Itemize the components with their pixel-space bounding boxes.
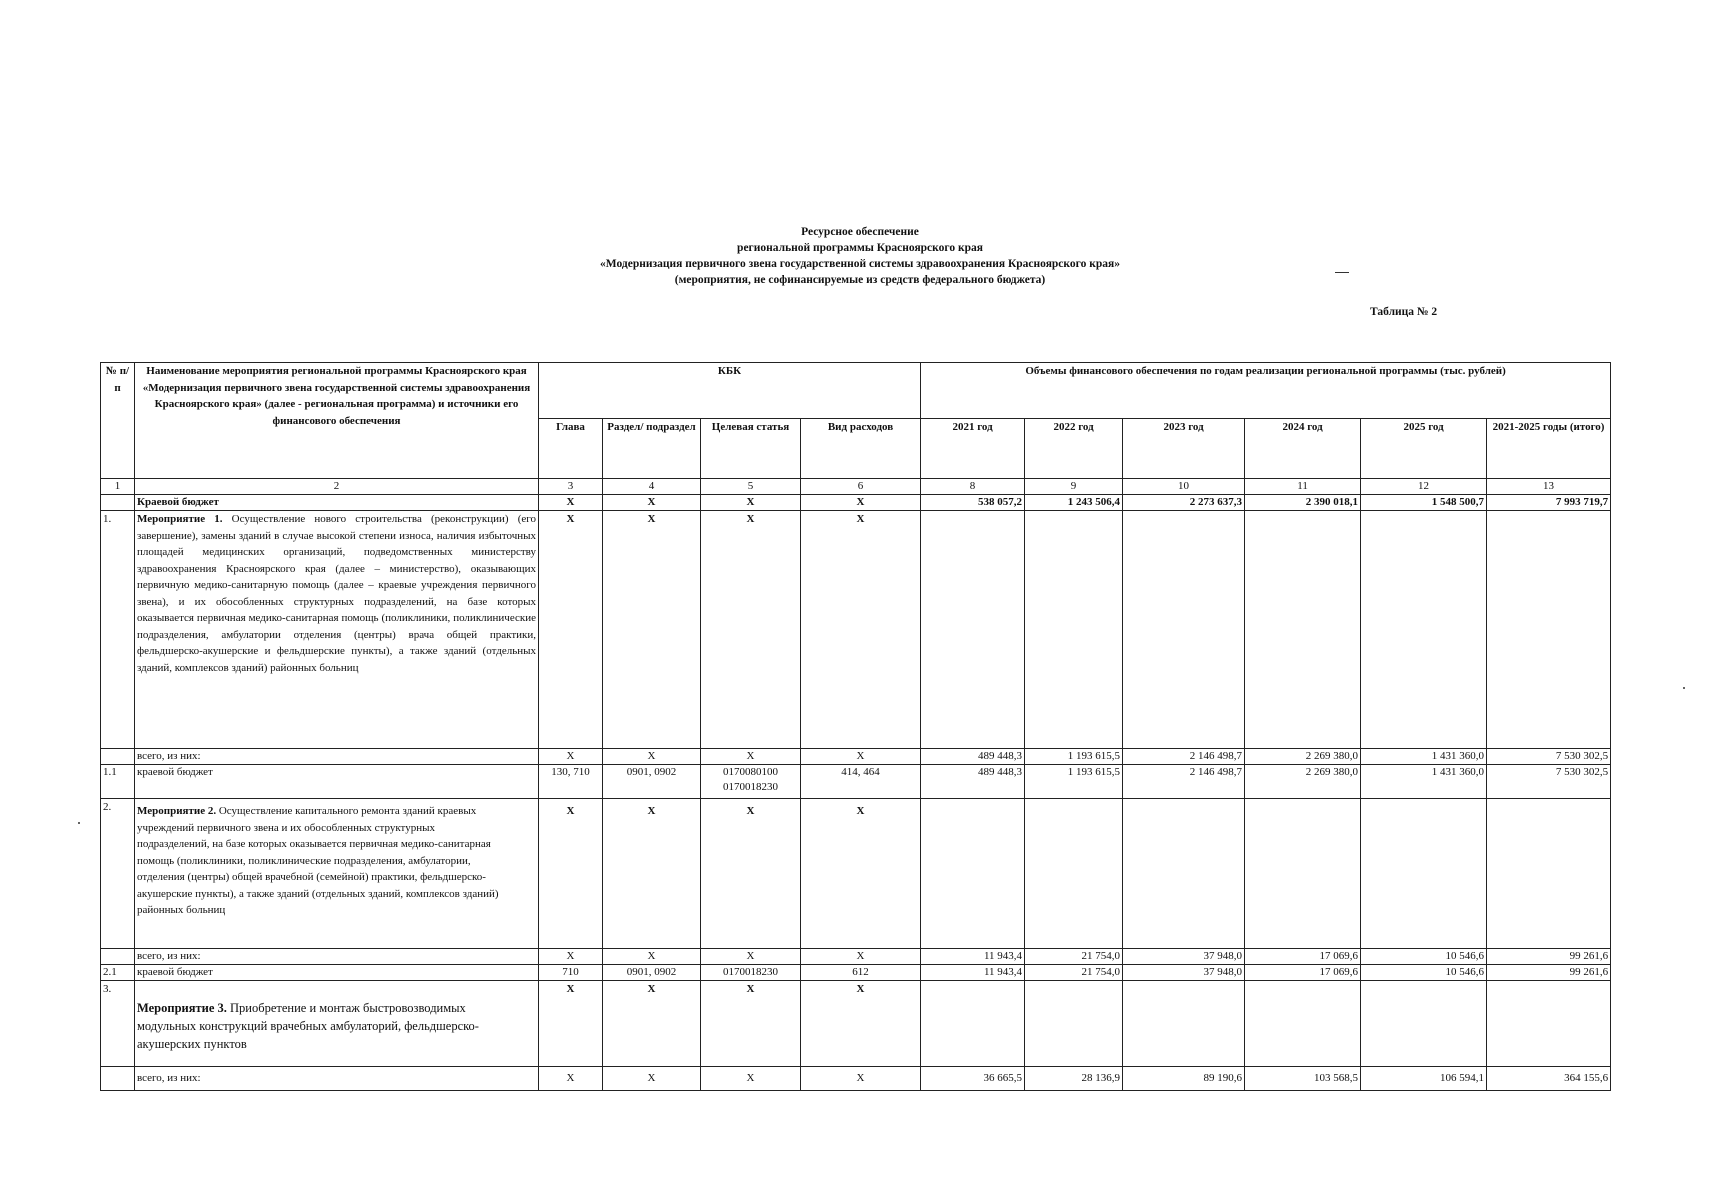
- row-num: [101, 749, 135, 765]
- header-celevaya: Целевая статья: [701, 419, 801, 479]
- cell-2024: [1245, 511, 1361, 749]
- cell-2022: 1 193 615,5: [1025, 749, 1123, 765]
- cell-glava: 710: [539, 965, 603, 981]
- colnum: 8: [921, 479, 1025, 495]
- row-name: всего, из них:: [135, 1067, 539, 1091]
- cell-vid: 612: [801, 965, 921, 981]
- cell-2022: 21 754,0: [1025, 965, 1123, 981]
- cell-total: [1487, 799, 1611, 949]
- title-line: (мероприятия, не софинансируемые из средств федерального бюджета): [674, 274, 1046, 286]
- cell-razdel: X: [603, 495, 701, 511]
- cell-celevaya: X: [701, 749, 801, 765]
- colnum: 3: [539, 479, 603, 495]
- colnum: 9: [1025, 479, 1123, 495]
- cell-2024: 2 269 380,0: [1245, 765, 1361, 799]
- cell-total: 99 261,6: [1487, 949, 1611, 965]
- title-line: «Модернизация первичного звена государственной системы здравоохранения Красноярского края»: [600, 258, 1120, 270]
- cell-2021: [921, 511, 1025, 749]
- cell-total: 364 155,6: [1487, 1067, 1611, 1091]
- cell-2025: 10 546,6: [1361, 949, 1487, 965]
- cell-2021: [921, 981, 1025, 1067]
- activity-label: Мероприятие 2.: [137, 805, 217, 817]
- cell-vid: X: [801, 981, 921, 1067]
- header-num: № п/п: [101, 363, 135, 479]
- row-num: 2.: [101, 799, 135, 949]
- activity-text: Осуществление нового строительства (реконструкции) (его завершение), замены зданий в случае высокой степени износа, наличия избыточных площадей медицинских организаций, подведомственных министерству здравоохранения Красноярского края (далее – министерство), оказывающих первичную медико-санитарную помощь (далее – краевые учреждения первичного звена), и их обособленных структурных подразделений, на базе которых оказывается первичная медико-санитарная помощь (поликлиники, поликлинические подразделения, амбулатории отделения (центры) врача общей практики, фельдшерско-акушерские и фельдшерские пункты), а также зданий (отдельных зданий, комплексов зданий) районных больниц: [137, 513, 536, 674]
- table-row-1-1: [101, 765, 1611, 799]
- cell-2021: 11 943,4: [921, 949, 1025, 965]
- cell-total: [1487, 981, 1611, 1067]
- cell-razdel: 0901, 0902: [603, 765, 701, 799]
- row-name: всего, из них:: [135, 749, 539, 765]
- cell-vid: X: [801, 511, 921, 749]
- row-name: краевой бюджет: [135, 965, 539, 981]
- cell-2022: 1 243 506,4: [1025, 495, 1123, 511]
- cell-2023: [1123, 511, 1245, 749]
- cell-celevaya: X: [701, 495, 801, 511]
- cell-2022: 28 136,9: [1025, 1067, 1123, 1091]
- colnum: 2: [135, 479, 539, 495]
- colnum: 4: [603, 479, 701, 495]
- cell-celevaya: X: [701, 981, 801, 1067]
- cell-celevaya: 0170080100 0170018230: [701, 765, 801, 799]
- row-num: 1.1: [101, 765, 135, 799]
- colnum: 11: [1245, 479, 1361, 495]
- cell-razdel: X: [603, 981, 701, 1067]
- cell-vid: X: [801, 749, 921, 765]
- row-num: 2.1: [101, 965, 135, 981]
- table-row-activity-3-total: [101, 1067, 1611, 1091]
- cell-2022: [1025, 981, 1123, 1067]
- cell-razdel: X: [603, 511, 701, 749]
- cell-total: 7 530 302,5: [1487, 765, 1611, 799]
- header-2024: 2024 год: [1245, 419, 1361, 479]
- cell-2024: 2 390 018,1: [1245, 495, 1361, 511]
- column-numbers-row: [101, 479, 1611, 495]
- cell-total: 7 993 719,7: [1487, 495, 1611, 511]
- cell-total: [1487, 511, 1611, 749]
- cell-2024: [1245, 799, 1361, 949]
- header-2025: 2025 год: [1361, 419, 1487, 479]
- cell-vid: X: [801, 949, 921, 965]
- row-name: краевой бюджет: [135, 765, 539, 799]
- cell-2023: 2 273 637,3: [1123, 495, 1245, 511]
- stray-dash-mark: [1335, 272, 1349, 273]
- cell-glava: X: [539, 981, 603, 1067]
- row-name: [135, 981, 539, 1067]
- cell-2022: 1 193 615,5: [1025, 765, 1123, 799]
- cell-2024: 2 269 380,0: [1245, 749, 1361, 765]
- cell-celevaya: X: [701, 949, 801, 965]
- cell-vid: 414, 464: [801, 765, 921, 799]
- header-razdel: Раздел/ подраздел: [603, 419, 701, 479]
- cell-2023: 89 190,6: [1123, 1067, 1245, 1091]
- title-line: региональной программы Красноярского края: [737, 242, 983, 254]
- table-row-activity-2-total: [101, 949, 1611, 965]
- scan-speck: [78, 822, 80, 824]
- row-num: [101, 1067, 135, 1091]
- cell-total: 99 261,6: [1487, 965, 1611, 981]
- cell-glava: X: [539, 511, 603, 749]
- cell-2024: 17 069,6: [1245, 949, 1361, 965]
- cell-celevaya: X: [701, 799, 801, 949]
- activity-label: Мероприятие 1.: [137, 513, 223, 525]
- cell-2023: [1123, 981, 1245, 1067]
- table-row-activity-1: [101, 511, 1611, 749]
- activity-text: Осуществление капитального ремонта зданий краевых учреждений первичного звена и их обособленных структурных подразделений, на базе которых оказывается первичная медико-санитарная помощь (поликлиники, поликлинические подразделения, амбулатории, отделения (центры) общей врачебной (семейной) практики, фельдшерско-акушерские пункты), а также зданий (отдельных зданий, комплексов зданий) районных больниц: [137, 805, 499, 916]
- cell-glava: 130, 710: [539, 765, 603, 799]
- cell-2022: [1025, 799, 1123, 949]
- header-total: 2021-2025 годы (итого): [1487, 419, 1611, 479]
- cell-razdel: X: [603, 1067, 701, 1091]
- cell-2025: 1 548 500,7: [1361, 495, 1487, 511]
- cell-2024: 103 568,5: [1245, 1067, 1361, 1091]
- cell-total: 7 530 302,5: [1487, 749, 1611, 765]
- table-label: Таблица № 2: [1370, 306, 1438, 318]
- cell-glava: X: [539, 749, 603, 765]
- cell-2025: 106 594,1: [1361, 1067, 1487, 1091]
- header-name: Наименование мероприятия региональной программы Красноярского края «Модернизация первичного звена государственной системы здравоохранения Красноярского края» (далее - региональная программа) и источники его финансового обеспечения: [135, 363, 539, 479]
- cell-celevaya: X: [701, 511, 801, 749]
- header-2021: 2021 год: [921, 419, 1025, 479]
- cell-vid: X: [801, 495, 921, 511]
- header-2022: 2022 год: [1025, 419, 1123, 479]
- cell-2021: 489 448,3: [921, 765, 1025, 799]
- cell-2021: 489 448,3: [921, 749, 1025, 765]
- cell-2022: 21 754,0: [1025, 949, 1123, 965]
- cell-2025: [1361, 799, 1487, 949]
- colnum: 12: [1361, 479, 1487, 495]
- colnum: 6: [801, 479, 921, 495]
- cell-2025: 1 431 360,0: [1361, 749, 1487, 765]
- header-vid: Вид расходов: [801, 419, 921, 479]
- scan-speck: [1683, 687, 1685, 689]
- header-volumes: Объемы финансового обеспечения по годам реализации региональной программы (тыс. рублей): [921, 363, 1611, 419]
- row-name: [135, 511, 539, 749]
- table-row-activity-2: [101, 799, 1611, 949]
- cell-2025: 1 431 360,0: [1361, 765, 1487, 799]
- header-kbk: КБК: [539, 363, 921, 419]
- cell-razdel: 0901, 0902: [603, 965, 701, 981]
- table-row-regional-budget: [101, 495, 1611, 511]
- colnum: 10: [1123, 479, 1245, 495]
- cell-2021: 36 665,5: [921, 1067, 1025, 1091]
- cell-2024: 17 069,6: [1245, 965, 1361, 981]
- colnum: 1: [101, 479, 135, 495]
- cell-glava: X: [539, 1067, 603, 1091]
- cell-vid: X: [801, 799, 921, 949]
- table-row-activity-3: [101, 981, 1611, 1067]
- cell-2021: 11 943,4: [921, 965, 1025, 981]
- cell-2025: [1361, 981, 1487, 1067]
- cell-celevaya: X: [701, 1067, 801, 1091]
- cell-2023: 2 146 498,7: [1123, 765, 1245, 799]
- activity-text: Приобретение и монтаж быстровозводимых модульных конструкций врачебных амбулаторий, фельдшерско-акушерских пунктов: [137, 1001, 479, 1051]
- row-num: 1.: [101, 511, 135, 749]
- cell-2025: 10 546,6: [1361, 965, 1487, 981]
- table-row-2-1: [101, 965, 1611, 981]
- row-name: [135, 799, 539, 949]
- cell-glava: X: [539, 949, 603, 965]
- cell-2022: [1025, 511, 1123, 749]
- cell-2025: [1361, 511, 1487, 749]
- activity-label: Мероприятие 3.: [137, 1001, 227, 1015]
- title-line: Ресурсное обеспечение: [801, 226, 919, 238]
- table-row-activity-1-total: [101, 749, 1611, 765]
- cell-2023: [1123, 799, 1245, 949]
- colnum: 5: [701, 479, 801, 495]
- cell-celevaya: 0170018230: [701, 965, 801, 981]
- resource-table: [100, 362, 1611, 1091]
- header-glava: Глава: [539, 419, 603, 479]
- row-num: 3.: [101, 981, 135, 1067]
- cell-2023: 37 948,0: [1123, 965, 1245, 981]
- cell-vid: X: [801, 1067, 921, 1091]
- row-name: всего, из них:: [135, 949, 539, 965]
- cell-2023: 2 146 498,7: [1123, 749, 1245, 765]
- row-num: [101, 949, 135, 965]
- cell-2021: [921, 799, 1025, 949]
- cell-razdel: X: [603, 799, 701, 949]
- row-num: [101, 495, 135, 511]
- document-title: [540, 224, 1180, 288]
- cell-razdel: X: [603, 949, 701, 965]
- cell-2024: [1245, 981, 1361, 1067]
- cell-2021: 538 057,2: [921, 495, 1025, 511]
- cell-razdel: X: [603, 749, 701, 765]
- colnum: 13: [1487, 479, 1611, 495]
- header-2023: 2023 год: [1123, 419, 1245, 479]
- row-name: Краевой бюджет: [135, 495, 539, 511]
- cell-glava: X: [539, 799, 603, 949]
- cell-2023: 37 948,0: [1123, 949, 1245, 965]
- cell-glava: X: [539, 495, 603, 511]
